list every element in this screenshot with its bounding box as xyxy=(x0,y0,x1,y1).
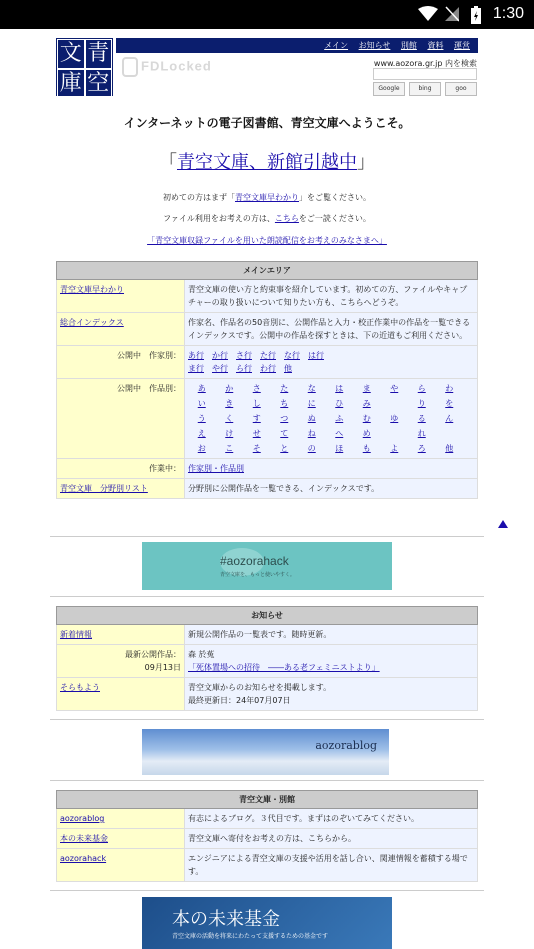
intro-notice xyxy=(0,235,534,246)
table-cell xyxy=(57,809,185,829)
work-kana-link[interactable]: う xyxy=(197,414,206,423)
divider xyxy=(50,536,484,537)
work-kana-link[interactable]: め xyxy=(362,429,371,438)
status-bar xyxy=(0,0,534,29)
work-kana-link[interactable]: ん xyxy=(445,414,454,423)
work-kana-link[interactable]: て xyxy=(280,429,289,438)
work-kana-link[interactable]: こ xyxy=(225,444,234,453)
author-kana-link[interactable]: あ行 xyxy=(188,351,204,360)
field-list-link[interactable]: 青空文庫 分野別リスト xyxy=(60,484,148,493)
banner-title: #aozorahack xyxy=(220,554,289,568)
author-kana-link[interactable]: わ行 xyxy=(260,364,276,373)
work-kana-link[interactable]: そ xyxy=(252,444,261,453)
search-input[interactable] xyxy=(373,68,477,80)
work-kana-link[interactable]: ほ xyxy=(335,444,344,453)
table-cell: 青空文庫へ寄付をお考えの方は、こちらから。 xyxy=(185,829,478,849)
kana-row xyxy=(188,362,474,375)
reading-notice-link[interactable]: 「青空文庫収録ファイルを用いた朗読配信をお考えのみなさまへ」 xyxy=(147,236,387,245)
work-kana-link[interactable]: 他 xyxy=(445,444,454,453)
work-kana-link[interactable]: し xyxy=(252,399,261,408)
page-top-arrow-icon[interactable] xyxy=(498,520,508,528)
table-cell xyxy=(185,459,478,479)
author-kana-link[interactable]: な行 xyxy=(284,351,300,360)
index-link[interactable]: 総合インデックス xyxy=(60,318,124,327)
work-kana-link[interactable]: ね xyxy=(307,429,316,438)
top-nav xyxy=(116,38,478,53)
work-kana-link[interactable]: は xyxy=(335,384,344,393)
author-kana-link[interactable]: や行 xyxy=(212,364,228,373)
table-cell: 作家名、作品名の50音別に、公開作品と入力・校正作業中の作品を一覧できるインデックスです。公開中の作品を探すときは、下の近道もご利用ください。 xyxy=(185,313,478,346)
wip-link[interactable]: 作家別・作品別 xyxy=(188,464,244,473)
wifi-icon xyxy=(418,6,438,22)
author-kana-link[interactable]: さ行 xyxy=(236,351,252,360)
table-cell: 公開中 作家別： xyxy=(57,346,185,379)
intro-text: 」をご覧ください。 xyxy=(299,193,371,202)
nav-operation[interactable]: 運営 xyxy=(454,41,470,50)
author-kana-cell xyxy=(185,346,478,379)
nav-materials[interactable]: 資料 xyxy=(427,41,444,50)
welcome-heading: インターネットの電子図書館、青空文庫へようこそ。 xyxy=(123,116,411,130)
work-kana-link[interactable]: ふ xyxy=(335,414,344,423)
soramoyou-updated: 最終更新日：24年07月07日 xyxy=(188,696,291,705)
nav-annex[interactable]: 別館 xyxy=(400,41,417,50)
file-use-link[interactable]: こちら xyxy=(274,214,299,223)
author-kana-link[interactable]: ら行 xyxy=(236,364,252,373)
main-area-table xyxy=(56,261,478,499)
work-kana-link[interactable]: い xyxy=(197,399,206,408)
table-cell xyxy=(57,313,185,346)
table-cell xyxy=(57,849,185,882)
work-kana-link[interactable]: ぬ xyxy=(307,414,316,423)
aozorahack-link[interactable]: aozorahack xyxy=(60,854,107,863)
intro-first xyxy=(0,192,534,203)
work-kana-link[interactable]: の xyxy=(307,444,316,453)
soramoyou-text: 青空文庫からのお知らせを掲載します。 xyxy=(188,683,332,692)
table-cell: 新規公開作品の一覧表です。随時更新。 xyxy=(185,625,478,645)
book-fund-banner[interactable] xyxy=(142,897,392,949)
kana-row xyxy=(188,349,474,362)
work-kana-link[interactable]: ら xyxy=(417,384,426,393)
work-kana-link[interactable]: ゆ xyxy=(390,414,399,423)
soramoyou-link[interactable]: そらもよう xyxy=(60,683,100,692)
intro-text: 初めての方はまず「 xyxy=(163,193,235,202)
table-cell xyxy=(57,625,185,645)
table-cell xyxy=(185,678,478,711)
table-cell xyxy=(57,645,185,678)
table-cell: 公開中 作品別： xyxy=(57,379,185,459)
divider xyxy=(50,596,484,597)
watermark xyxy=(122,57,212,77)
section-title: 青空文庫・別館 xyxy=(57,791,478,809)
divider xyxy=(50,780,484,781)
divider xyxy=(50,890,484,891)
battery-icon xyxy=(471,6,481,24)
work-kana-link[interactable]: に xyxy=(307,399,316,408)
work-kana-link[interactable]: あ xyxy=(197,384,206,393)
work-kana-link[interactable]: す xyxy=(252,414,261,423)
work-kana-link[interactable]: よ xyxy=(390,444,399,453)
work-kana-link[interactable]: れ xyxy=(417,429,426,438)
table-cell: 青空文庫の使い方と約束事を紹介しています。初めての方、ファイルやキャプチャーの取り扱いについて知りたい方も、こちらへどうぞ。 xyxy=(185,280,478,313)
latest-label: 最新公開作品： xyxy=(125,650,181,659)
work-kana-link[interactable]: さ xyxy=(252,384,261,393)
nav-news[interactable]: お知らせ xyxy=(358,41,391,50)
work-kana-link xyxy=(436,427,464,440)
work-kana-link[interactable]: と xyxy=(280,444,289,453)
aozorablog-banner[interactable] xyxy=(142,729,389,775)
work-kana-link[interactable]: ま xyxy=(362,384,371,393)
banner-title: aozorablog xyxy=(315,739,377,752)
new-arrivals-link[interactable]: 新着情報 xyxy=(60,630,92,639)
work-kana-link[interactable]: ろ xyxy=(417,444,426,453)
intro-file xyxy=(0,213,534,224)
author-kana-link[interactable]: は行 xyxy=(308,351,324,360)
work-kana-link[interactable]: つ xyxy=(280,414,289,423)
work-kana-link[interactable]: へ xyxy=(335,429,344,438)
table-cell xyxy=(57,829,185,849)
bracket-open: 「 xyxy=(159,152,177,173)
work-kana-link[interactable]: な xyxy=(307,384,316,393)
work-kana-link[interactable]: ち xyxy=(280,399,289,408)
goo-search-button[interactable]: goo xyxy=(445,82,477,96)
bing-search-button[interactable]: bing xyxy=(409,82,441,96)
author-kana-link[interactable]: ま行 xyxy=(188,364,204,373)
table-cell xyxy=(185,645,478,678)
clock: 1:30 xyxy=(492,5,524,22)
intro-text: をご一読ください。 xyxy=(298,214,371,223)
work-kana-link[interactable]: け xyxy=(225,429,234,438)
section-title: メインエリア xyxy=(57,262,478,280)
work-kana-link[interactable]: る xyxy=(417,414,426,423)
work-kana-link[interactable]: せ xyxy=(252,429,261,438)
table-cell: 作業中： xyxy=(57,459,185,479)
section-title: お知らせ xyxy=(57,607,478,625)
work-kana-link[interactable]: ひ xyxy=(335,399,344,408)
search-buttons xyxy=(373,82,477,96)
work-kana-grid xyxy=(188,382,474,455)
table-cell xyxy=(57,280,185,313)
table-cell: 分野別に公開作品を一覧できる、インデックスです。 xyxy=(185,479,478,499)
work-kana-cell xyxy=(185,379,478,459)
latest-work-link[interactable]: 「死体置場への招待 ――ある老フェミニストより」 xyxy=(188,663,380,672)
site-search-label: www.aozora.gr.jp 内を検索 xyxy=(373,59,477,68)
work-kana-link[interactable]: お xyxy=(197,444,206,453)
no-signal-icon xyxy=(445,6,459,22)
book-fund-link[interactable]: 本の未来基金 xyxy=(60,834,108,843)
table-cell: 有志によるブログ。３代目です。まずはのぞいてみてください。 xyxy=(185,809,478,829)
watermark-text: FDLocked xyxy=(141,58,212,74)
work-kana-link[interactable]: や xyxy=(390,384,399,393)
banner-subtitle: 青空文庫を、もっと使いやすく。 xyxy=(220,572,295,578)
work-kana-link[interactable]: か xyxy=(225,384,234,393)
table-cell xyxy=(57,678,185,711)
work-kana-link[interactable]: む xyxy=(362,414,371,423)
banner-subtitle: 青空文庫の活動を将来にわたって支援するための基金です xyxy=(172,933,329,940)
work-kana-link[interactable]: く xyxy=(225,414,234,423)
work-kana-link[interactable]: り xyxy=(417,399,426,408)
table-cell xyxy=(57,479,185,499)
table-cell: エンジニアによる青空文庫の支援や活用を話し合い、関連情報を蓄積する場です。 xyxy=(185,849,478,882)
work-kana-link[interactable]: み xyxy=(362,399,371,408)
latest-date: 09月13日 xyxy=(144,663,181,672)
quickguide-row-link[interactable]: 青空文庫早わかり xyxy=(60,285,124,294)
aozorahack-banner[interactable] xyxy=(142,542,392,590)
headline-link[interactable]: 青空文庫、新館引越中 xyxy=(177,152,357,173)
google-search-button[interactable]: Google xyxy=(373,82,405,96)
work-kana-link[interactable]: わ xyxy=(445,384,454,393)
annex-table xyxy=(56,790,478,882)
news-table xyxy=(56,606,478,711)
author-kana-link[interactable]: た行 xyxy=(260,351,276,360)
work-kana-link[interactable]: え xyxy=(197,429,206,438)
logo-char: 文 xyxy=(57,39,85,69)
logo-char: 庫 xyxy=(57,69,85,99)
aozora-logo[interactable] xyxy=(56,38,113,96)
quickguide-link[interactable]: 青空文庫早わかり xyxy=(235,193,299,202)
work-kana-link xyxy=(381,427,409,440)
nav-main[interactable]: メイン xyxy=(324,41,349,50)
banner-title: 本の未来基金 xyxy=(172,909,280,930)
author-kana-link[interactable]: か行 xyxy=(212,351,228,360)
headline xyxy=(0,148,534,174)
logo-char: 空 xyxy=(85,69,113,99)
work-kana-link[interactable]: を xyxy=(445,399,454,408)
divider xyxy=(50,719,484,720)
work-kana-link[interactable]: き xyxy=(225,399,234,408)
bracket-close: 」 xyxy=(357,152,375,173)
aozorablog-link[interactable]: aozorablog xyxy=(60,814,105,823)
author-kana-link[interactable]: 他 xyxy=(284,364,292,373)
intro-text: ファイル利用をお考えの方は、 xyxy=(163,214,275,223)
work-kana-link[interactable]: た xyxy=(280,384,289,393)
latest-author: 森 於菟 xyxy=(188,650,215,659)
logo-char: 青 xyxy=(85,39,113,69)
work-kana-link[interactable]: も xyxy=(362,444,371,453)
lock-icon xyxy=(122,57,138,77)
work-kana-link xyxy=(381,397,409,410)
